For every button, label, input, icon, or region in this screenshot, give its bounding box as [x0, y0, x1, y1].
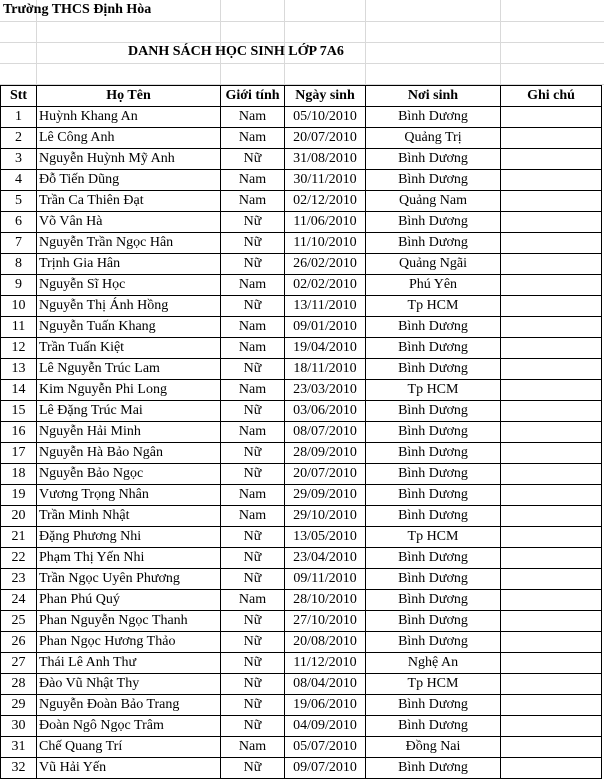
- cell-stt[interactable]: 12: [1, 338, 37, 359]
- cell-gender[interactable]: Nam: [221, 422, 285, 443]
- cell-note[interactable]: [501, 590, 602, 611]
- table-row: [1, 695, 602, 716]
- table-row: [1, 191, 602, 212]
- cell-stt[interactable]: 4: [1, 170, 37, 191]
- cell-dob[interactable]: 11/06/2010: [285, 212, 366, 233]
- cell-birthplace[interactable]: Bình Dương: [366, 317, 501, 338]
- cell-name[interactable]: Nguyễn Huỳnh Mỹ Anh: [37, 149, 221, 170]
- cell-birthplace[interactable]: Bình Dương: [366, 464, 501, 485]
- cell-name[interactable]: Trần Ca Thiên Đạt: [37, 191, 221, 212]
- cell-gender[interactable]: Nam: [221, 191, 285, 212]
- cell-stt[interactable]: 18: [1, 464, 37, 485]
- cell-stt[interactable]: 15: [1, 401, 37, 422]
- cell-note[interactable]: [501, 464, 602, 485]
- cell-birthplace[interactable]: Nghệ An: [366, 653, 501, 674]
- cell-birthplace[interactable]: Tp HCM: [366, 296, 501, 317]
- cell-gender[interactable]: Nam: [221, 485, 285, 506]
- cell-birthplace[interactable]: Bình Dương: [366, 485, 501, 506]
- cell-stt[interactable]: 25: [1, 611, 37, 632]
- cell-dob[interactable]: 09/01/2010: [285, 317, 366, 338]
- table-row: [1, 653, 602, 674]
- cell-dob[interactable]: 19/06/2010: [285, 695, 366, 716]
- cell-birthplace[interactable]: Bình Dương: [366, 569, 501, 590]
- table-row: [1, 611, 602, 632]
- cell-name[interactable]: Thái Lê Anh Thư: [37, 653, 221, 674]
- cell-name[interactable]: Phạm Thị Yến Nhi: [37, 548, 221, 569]
- cell-birthplace[interactable]: Bình Dương: [366, 359, 501, 380]
- table-row: [1, 170, 602, 191]
- cell-dob[interactable]: 11/10/2010: [285, 233, 366, 254]
- cell-stt[interactable]: 21: [1, 527, 37, 548]
- cell-dob[interactable]: 13/05/2010: [285, 527, 366, 548]
- cell-dob[interactable]: 20/08/2010: [285, 632, 366, 653]
- grid-column-line: [365, 0, 366, 85]
- table-row: [1, 380, 602, 401]
- cell-name[interactable]: Huỳnh Khang An: [37, 107, 221, 128]
- cell-gender[interactable]: Nữ: [221, 149, 285, 170]
- cell-dob[interactable]: 09/07/2010: [285, 758, 366, 779]
- cell-note[interactable]: [501, 611, 602, 632]
- table-row: [1, 506, 602, 527]
- cell-gender[interactable]: Nữ: [221, 359, 285, 380]
- cell-dob[interactable]: 02/02/2010: [285, 275, 366, 296]
- cell-note[interactable]: [501, 632, 602, 653]
- cell-dob[interactable]: 23/04/2010: [285, 548, 366, 569]
- cell-birthplace[interactable]: Bình Dương: [366, 611, 501, 632]
- cell-gender[interactable]: Nam: [221, 275, 285, 296]
- table-row: [1, 275, 602, 296]
- table-row: [1, 317, 602, 338]
- cell-stt[interactable]: 2: [1, 128, 37, 149]
- cell-stt[interactable]: 7: [1, 233, 37, 254]
- cell-note[interactable]: [501, 170, 602, 191]
- table-row: [1, 716, 602, 737]
- cell-note[interactable]: [501, 212, 602, 233]
- cell-birthplace[interactable]: Bình Dương: [366, 590, 501, 611]
- cell-dob[interactable]: 29/10/2010: [285, 506, 366, 527]
- cell-name[interactable]: Nguyễn Sĩ Học: [37, 275, 221, 296]
- cell-gender[interactable]: Nữ: [221, 464, 285, 485]
- header-stt[interactable]: Stt: [1, 86, 37, 107]
- cell-note[interactable]: [501, 737, 602, 758]
- cell-note[interactable]: [501, 569, 602, 590]
- cell-birthplace[interactable]: Bình Dương: [366, 233, 501, 254]
- cell-stt[interactable]: 13: [1, 359, 37, 380]
- grid-row: [0, 21, 604, 43]
- cell-name[interactable]: Phan Ngọc Hương Thảo: [37, 632, 221, 653]
- table-row: [1, 338, 602, 359]
- cell-note[interactable]: [501, 506, 602, 527]
- table-row: [1, 401, 602, 422]
- cell-stt[interactable]: 24: [1, 590, 37, 611]
- cell-gender[interactable]: Nữ: [221, 233, 285, 254]
- cell-name[interactable]: Vũ Hải Yến: [37, 758, 221, 779]
- cell-dob[interactable]: 03/06/2010: [285, 401, 366, 422]
- cell-birthplace[interactable]: Bình Dương: [366, 632, 501, 653]
- cell-gender[interactable]: Nam: [221, 506, 285, 527]
- cell-dob[interactable]: 29/09/2010: [285, 485, 366, 506]
- cell-name[interactable]: Nguyễn Trần Ngọc Hân: [37, 233, 221, 254]
- table-row: [1, 758, 602, 779]
- cell-dob[interactable]: 30/11/2010: [285, 170, 366, 191]
- cell-name[interactable]: Vương Trọng Nhân: [37, 485, 221, 506]
- cell-note[interactable]: [501, 653, 602, 674]
- cell-birthplace[interactable]: Bình Dương: [366, 149, 501, 170]
- cell-dob[interactable]: 28/09/2010: [285, 443, 366, 464]
- table-row: [1, 296, 602, 317]
- cell-note[interactable]: [501, 233, 602, 254]
- cell-dob[interactable]: 09/11/2010: [285, 569, 366, 590]
- student-rows: [1, 107, 602, 779]
- cell-dob[interactable]: 19/04/2010: [285, 338, 366, 359]
- cell-dob[interactable]: 28/10/2010: [285, 590, 366, 611]
- cell-name[interactable]: Đoàn Ngô Ngọc Trâm: [37, 716, 221, 737]
- cell-name[interactable]: Lê Công Anh: [37, 128, 221, 149]
- cell-name[interactable]: Trần Ngọc Uyên Phương: [37, 569, 221, 590]
- cell-dob[interactable]: 20/07/2010: [285, 464, 366, 485]
- cell-note[interactable]: [501, 317, 602, 338]
- table-row: [1, 107, 602, 128]
- cell-note[interactable]: [501, 338, 602, 359]
- cell-birthplace[interactable]: Bình Dương: [366, 107, 501, 128]
- table-header-row: [1, 86, 602, 107]
- cell-dob[interactable]: 26/02/2010: [285, 254, 366, 275]
- cell-gender[interactable]: Nam: [221, 590, 285, 611]
- cell-gender[interactable]: Nữ: [221, 716, 285, 737]
- cell-dob[interactable]: 05/10/2010: [285, 107, 366, 128]
- cell-birthplace[interactable]: Phú Yên: [366, 275, 501, 296]
- cell-note[interactable]: [501, 401, 602, 422]
- cell-gender[interactable]: Nam: [221, 170, 285, 191]
- cell-stt[interactable]: 8: [1, 254, 37, 275]
- cell-dob[interactable]: 08/07/2010: [285, 422, 366, 443]
- table-row: [1, 674, 602, 695]
- cell-gender[interactable]: Nữ: [221, 611, 285, 632]
- cell-stt[interactable]: 6: [1, 212, 37, 233]
- cell-stt[interactable]: 14: [1, 380, 37, 401]
- cell-gender[interactable]: Nữ: [221, 527, 285, 548]
- cell-stt[interactable]: 11: [1, 317, 37, 338]
- table-row: [1, 233, 602, 254]
- cell-dob[interactable]: 20/07/2010: [285, 128, 366, 149]
- cell-stt[interactable]: 19: [1, 485, 37, 506]
- cell-name[interactable]: Nguyễn Bảo Ngọc: [37, 464, 221, 485]
- cell-gender[interactable]: Nữ: [221, 548, 285, 569]
- table-row: [1, 128, 602, 149]
- cell-birthplace[interactable]: Quảng Ngãi: [366, 254, 501, 275]
- header-gender[interactable]: Giới tính: [221, 86, 285, 107]
- cell-birthplace[interactable]: Bình Dương: [366, 422, 501, 443]
- header-note[interactable]: Ghi chú: [501, 86, 602, 107]
- header-dob[interactable]: Ngày sinh: [285, 86, 366, 107]
- cell-dob[interactable]: 08/04/2010: [285, 674, 366, 695]
- cell-stt[interactable]: 26: [1, 632, 37, 653]
- cell-note[interactable]: [501, 674, 602, 695]
- cell-dob[interactable]: 23/03/2010: [285, 380, 366, 401]
- cell-name[interactable]: Trần Minh Nhật: [37, 506, 221, 527]
- cell-birthplace[interactable]: Quảng Trị: [366, 128, 501, 149]
- cell-dob[interactable]: 31/08/2010: [285, 149, 366, 170]
- cell-gender[interactable]: Nam: [221, 317, 285, 338]
- cell-birthplace[interactable]: Bình Dương: [366, 443, 501, 464]
- cell-name[interactable]: Kim Nguyễn Phi Long: [37, 380, 221, 401]
- cell-stt[interactable]: 5: [1, 191, 37, 212]
- cell-note[interactable]: [501, 758, 602, 779]
- cell-name[interactable]: Lê Nguyễn Trúc Lam: [37, 359, 221, 380]
- cell-stt[interactable]: 3: [1, 149, 37, 170]
- cell-note[interactable]: [501, 422, 602, 443]
- cell-name[interactable]: Nguyễn Hà Bảo Ngân: [37, 443, 221, 464]
- header-birthplace[interactable]: Nơi sinh: [366, 86, 501, 107]
- cell-dob[interactable]: 27/10/2010: [285, 611, 366, 632]
- cell-note[interactable]: [501, 191, 602, 212]
- cell-name[interactable]: Phan Phú Quý: [37, 590, 221, 611]
- table-row: [1, 464, 602, 485]
- cell-note[interactable]: [501, 548, 602, 569]
- cell-name[interactable]: Đặng Phương Nhi: [37, 527, 221, 548]
- table-row: [1, 254, 602, 275]
- cell-stt[interactable]: 30: [1, 716, 37, 737]
- cell-dob[interactable]: 02/12/2010: [285, 191, 366, 212]
- cell-birthplace[interactable]: Bình Dương: [366, 506, 501, 527]
- cell-stt[interactable]: 16: [1, 422, 37, 443]
- cell-name[interactable]: Nguyễn Đoàn Bảo Trang: [37, 695, 221, 716]
- table-row: [1, 632, 602, 653]
- cell-gender[interactable]: Nữ: [221, 296, 285, 317]
- cell-note[interactable]: [501, 695, 602, 716]
- cell-stt[interactable]: 23: [1, 569, 37, 590]
- cell-name[interactable]: Phan Nguyễn Ngọc Thanh: [37, 611, 221, 632]
- cell-gender[interactable]: Nữ: [221, 674, 285, 695]
- table-row: [1, 359, 602, 380]
- cell-birthplace[interactable]: Bình Dương: [366, 548, 501, 569]
- cell-stt[interactable]: 10: [1, 296, 37, 317]
- cell-note[interactable]: [501, 359, 602, 380]
- cell-stt[interactable]: 31: [1, 737, 37, 758]
- cell-note[interactable]: [501, 254, 602, 275]
- cell-birthplace[interactable]: Bình Dương: [366, 695, 501, 716]
- cell-gender[interactable]: Nữ: [221, 758, 285, 779]
- table-row: [1, 212, 602, 233]
- cell-name[interactable]: Trịnh Gia Hân: [37, 254, 221, 275]
- cell-stt[interactable]: 28: [1, 674, 37, 695]
- cell-gender[interactable]: Nữ: [221, 254, 285, 275]
- cell-note[interactable]: [501, 275, 602, 296]
- cell-birthplace[interactable]: Đồng Nai: [366, 737, 501, 758]
- cell-gender[interactable]: Nữ: [221, 632, 285, 653]
- cell-gender[interactable]: Nam: [221, 107, 285, 128]
- cell-name[interactable]: Trần Tuấn Kiệt: [37, 338, 221, 359]
- cell-stt[interactable]: 32: [1, 758, 37, 779]
- cell-note[interactable]: [501, 149, 602, 170]
- cell-birthplace[interactable]: Bình Dương: [366, 338, 501, 359]
- grid-column-line: [220, 0, 221, 85]
- cell-name[interactable]: Đào Vũ Nhật Thy: [37, 674, 221, 695]
- table-row: [1, 548, 602, 569]
- cell-birthplace[interactable]: Bình Dương: [366, 401, 501, 422]
- student-table: [0, 85, 602, 779]
- cell-birthplace[interactable]: Bình Dương: [366, 758, 501, 779]
- cell-birthplace[interactable]: Quảng Nam: [366, 191, 501, 212]
- cell-dob[interactable]: 04/09/2010: [285, 716, 366, 737]
- grid-row: [0, 63, 604, 85]
- cell-gender[interactable]: Nữ: [221, 653, 285, 674]
- cell-dob[interactable]: 11/12/2010: [285, 653, 366, 674]
- cell-note[interactable]: [501, 128, 602, 149]
- table-row: [1, 569, 602, 590]
- table-row: [1, 149, 602, 170]
- cell-note[interactable]: [501, 107, 602, 128]
- cell-note[interactable]: [501, 296, 602, 317]
- cell-name[interactable]: Nguyễn Tuấn Khang: [37, 317, 221, 338]
- grid-column-line: [284, 0, 285, 85]
- cell-stt[interactable]: 17: [1, 443, 37, 464]
- table-row: [1, 527, 602, 548]
- cell-note[interactable]: [501, 380, 602, 401]
- cell-note[interactable]: [501, 716, 602, 737]
- cell-stt[interactable]: 1: [1, 107, 37, 128]
- cell-gender[interactable]: Nam: [221, 338, 285, 359]
- cell-note[interactable]: [501, 485, 602, 506]
- cell-stt[interactable]: 20: [1, 506, 37, 527]
- table-row: [1, 443, 602, 464]
- cell-birthplace[interactable]: Tp HCM: [366, 380, 501, 401]
- header-name[interactable]: Họ Tên: [37, 86, 221, 107]
- cell-name[interactable]: Võ Vân Hà: [37, 212, 221, 233]
- cell-gender[interactable]: Nam: [221, 380, 285, 401]
- cell-stt[interactable]: 27: [1, 653, 37, 674]
- table-row: [1, 737, 602, 758]
- cell-note[interactable]: [501, 527, 602, 548]
- school-name: Trường THCS Định Hòa: [3, 2, 152, 17]
- cell-gender[interactable]: Nữ: [221, 401, 285, 422]
- cell-birthplace[interactable]: Tp HCM: [366, 674, 501, 695]
- table-row: [1, 485, 602, 506]
- table-row: [1, 422, 602, 443]
- grid-column-line: [500, 0, 501, 85]
- cell-gender[interactable]: Nam: [221, 128, 285, 149]
- cell-stt[interactable]: 9: [1, 275, 37, 296]
- cell-stt[interactable]: 22: [1, 548, 37, 569]
- cell-name[interactable]: Nguyễn Thị Ánh Hồng: [37, 296, 221, 317]
- cell-birthplace[interactable]: Tp HCM: [366, 527, 501, 548]
- cell-gender[interactable]: Nam: [221, 737, 285, 758]
- cell-name[interactable]: Đỗ Tiến Dũng: [37, 170, 221, 191]
- cell-note[interactable]: [501, 443, 602, 464]
- cell-birthplace[interactable]: Bình Dương: [366, 212, 501, 233]
- cell-dob[interactable]: 13/11/2010: [285, 296, 366, 317]
- cell-dob[interactable]: 18/11/2010: [285, 359, 366, 380]
- table-row: [1, 590, 602, 611]
- cell-gender[interactable]: Nữ: [221, 212, 285, 233]
- cell-stt[interactable]: 29: [1, 695, 37, 716]
- cell-name[interactable]: Lê Đặng Trúc Mai: [37, 401, 221, 422]
- cell-birthplace[interactable]: Bình Dương: [366, 716, 501, 737]
- cell-birthplace[interactable]: Bình Dương: [366, 170, 501, 191]
- cell-gender[interactable]: Nữ: [221, 443, 285, 464]
- cell-gender[interactable]: Nữ: [221, 569, 285, 590]
- cell-name[interactable]: Chế Quang Trí: [37, 737, 221, 758]
- cell-name[interactable]: Nguyễn Hải Minh: [37, 422, 221, 443]
- document-title: DANH SÁCH HỌC SINH LỚP 7A6: [128, 44, 344, 59]
- cell-dob[interactable]: 05/07/2010: [285, 737, 366, 758]
- cell-gender[interactable]: Nữ: [221, 695, 285, 716]
